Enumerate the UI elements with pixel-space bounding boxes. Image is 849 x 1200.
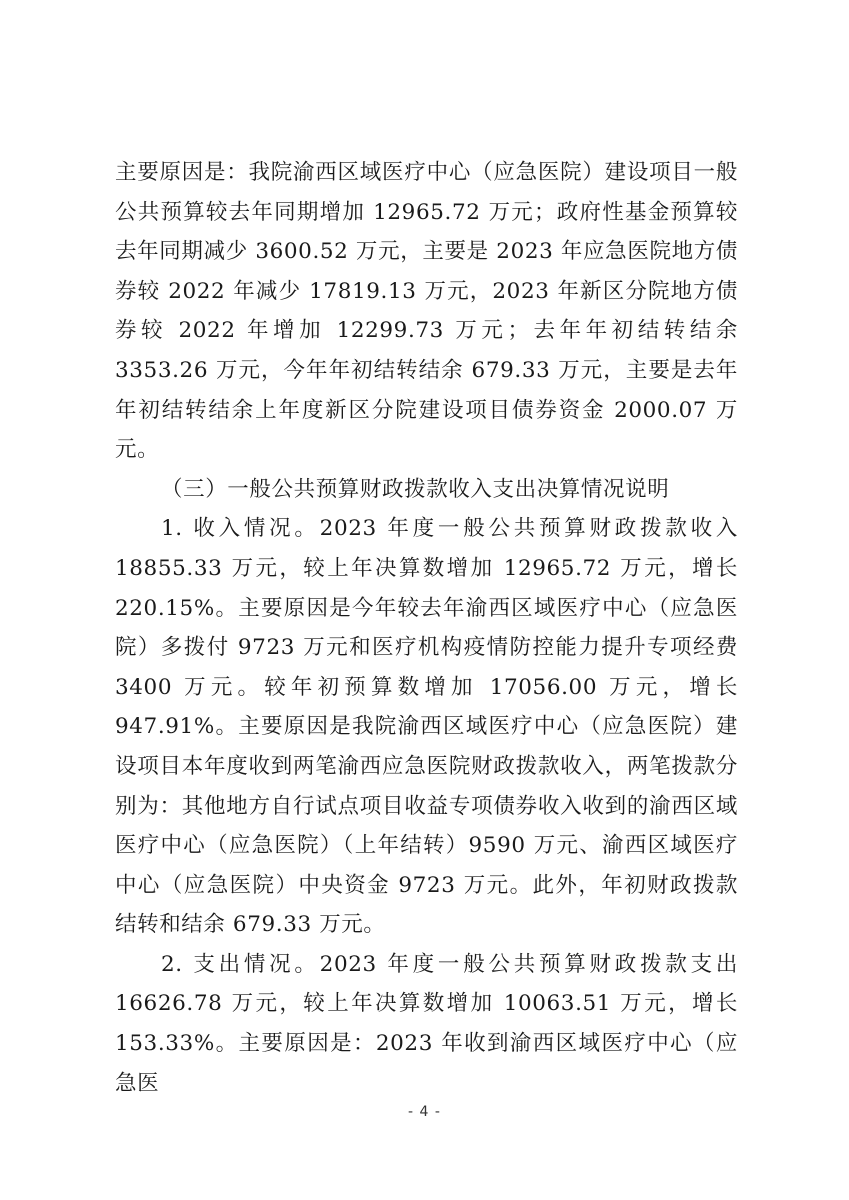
paragraph-expenditure: 2. 支出情况。2023 年度一般公共预算财政拨款支出 16626.78 万元，较上年决算数增加 10063.51 万元，增长 153.33%。主要原因是：2023 年收到渝西区域医疗中心（应急医	[115, 951, 738, 1096]
document-body	[115, 153, 738, 1103]
page-number: - 4 -	[408, 1104, 441, 1120]
section-heading-3: （三）一般公共预算财政拨款收入支出决算情况说明	[161, 476, 670, 502]
paragraph-income: 1. 收入情况。2023 年度一般公共预算财政拨款收入 18855.33 万元，较上年决算数增加 12965.72 万元，增长 220.15%。主要原因是今年较去年渝西区域医疗中心（应急医院）多拨付 9723 万元和医疗机构疫情防控能力提升专项经费 3400 万元。较年初预算数增加 17056.00 万元，增长 947.91%。主要原因是我院渝西区域医疗中心（应急医院）建设项目本年度收到两笔渝西应急医院财政拨款收入，两笔拨款分别为：其他地方自行试点项目收益专项债券收入收到的渝西区域医疗中心（应急医院）（上年结转）9590 万元、渝西区域医疗中心（应急医院）中央资金 9723 万元。此外，年初财政拨款结转和结余 679.33 万元。	[115, 516, 738, 938]
paragraph-continuation: 主要原因是：我院渝西区域医疗中心（应急医院）建设项目一般公共预算较去年同期增加 12965.72 万元；政府性基金预算较去年同期减少 3600.52 万元，主要是 2023 年应急医院地方债券较 2022 年减少 17819.13 万元，2023 年新区分院地方债券较 2022 年增加 12299.73 万元；去年年初结转结余 3353.26 万元，今年年初结转结余 679.33 万元，主要是去年年初结转结余上年度新区分院建设项目债券资金 2000.07 万元。	[115, 160, 738, 463]
